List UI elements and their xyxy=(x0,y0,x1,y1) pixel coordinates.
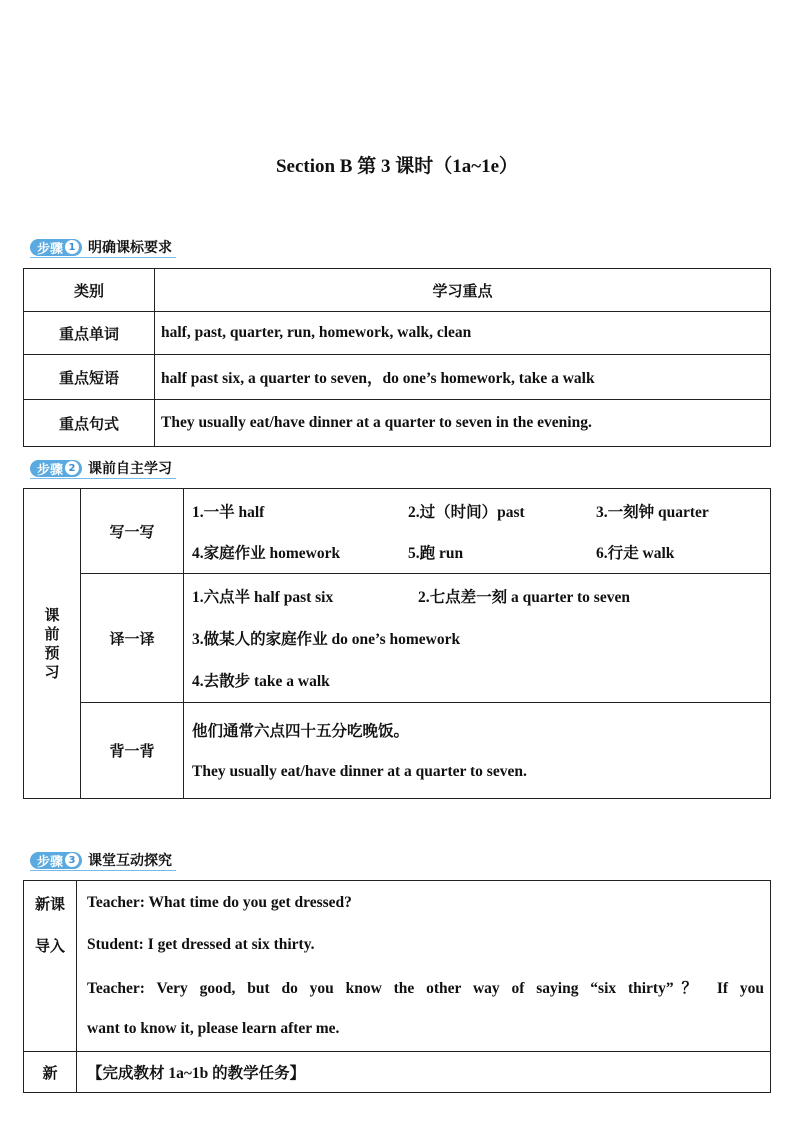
focus-header: 学习重点 xyxy=(155,269,771,312)
step-3-badge-label: 步骤 xyxy=(37,854,64,870)
curriculum-table xyxy=(23,268,771,447)
step-2-number: 2 xyxy=(65,461,79,475)
recite-item: They usually eat/have dinner at a quarter to seven. xyxy=(192,762,527,780)
dialogue-line: want to know it, please learn after me. xyxy=(87,1020,340,1037)
translate-item: 4.去散步 take a walk xyxy=(192,673,330,690)
step-2-badge-label: 步骤 xyxy=(37,462,64,478)
translate-item: 1.六点半 half past six xyxy=(192,589,334,606)
table-row xyxy=(24,355,771,400)
write-item: 5.跑 run xyxy=(408,544,464,562)
write-label: 写一写 xyxy=(81,489,184,574)
write-content xyxy=(184,489,771,574)
task-content: 【完成教材 1a~1b 的教学任务】 xyxy=(77,1052,771,1093)
intro-content xyxy=(77,881,771,1052)
recite-item: 他们通常六点四十五分吃晚饭。 xyxy=(192,722,410,740)
step-1-badge xyxy=(30,239,82,256)
preview-side-label xyxy=(24,489,81,799)
write-item: 3.一刻钟 quarter xyxy=(596,503,709,521)
translate-item: 3.做某人的家庭作业 do one’s homework xyxy=(192,631,461,648)
step-1-title: 明确课标要求 xyxy=(88,240,173,256)
step-3-header xyxy=(30,850,176,871)
preview-side-text: 课前预习 xyxy=(44,605,60,681)
row-key: 重点句式 xyxy=(24,400,155,447)
step-1-badge-label: 步骤 xyxy=(37,241,64,257)
translate-item: 2.七点差一刻 a quarter to seven xyxy=(418,589,630,606)
intro-side-line-2: 导入 xyxy=(34,936,65,955)
write-item: 4.家庭作业 homework xyxy=(192,544,341,562)
row-value: They usually eat/have dinner at a quarter to seven in the evening. xyxy=(155,400,771,447)
translate-label: 译一译 xyxy=(81,574,184,703)
step-3-badge xyxy=(30,852,82,869)
step-1-number: 1 xyxy=(65,240,79,254)
row-key: 重点单词 xyxy=(24,312,155,355)
step-1-header xyxy=(30,237,176,258)
preview-table xyxy=(23,488,771,799)
classroom-table xyxy=(23,880,771,1093)
dialogue-line: Teacher: What time do you get dressed? xyxy=(87,894,352,911)
row-value: half past six, a quarter to seven，do one’s homework, take a walk xyxy=(155,355,771,400)
row-value: half, past, quarter, run, homework, walk, clean xyxy=(155,312,771,355)
write-item: 6.行走 walk xyxy=(596,544,675,562)
new-side-label: 新 xyxy=(24,1052,77,1093)
page-title: Section B 第 3 课时（1a~1e） xyxy=(275,156,519,177)
recite-content xyxy=(184,703,771,799)
step-3-number: 3 xyxy=(65,853,79,867)
step-3-title: 课堂互动探究 xyxy=(88,853,173,869)
translate-content xyxy=(184,574,771,703)
intro-side-line-1: 新课 xyxy=(34,894,65,913)
dialogue-line: Teacher: Very good, but do you know the other way of saying “six thirty”？ If you xyxy=(87,980,764,997)
step-2-badge xyxy=(30,460,82,477)
write-item: 1.一半 half xyxy=(192,503,265,521)
intro-side-label xyxy=(24,881,77,1052)
category-header: 类别 xyxy=(24,269,155,312)
table-row xyxy=(24,400,771,447)
recite-label: 背一背 xyxy=(81,703,184,799)
table-row xyxy=(24,312,771,355)
dialogue-line: Student: I get dressed at six thirty. xyxy=(87,936,315,953)
row-key: 重点短语 xyxy=(24,355,155,400)
step-2-header xyxy=(30,458,176,479)
step-2-title: 课前自主学习 xyxy=(88,461,173,477)
write-item: 2.过（时间）past xyxy=(408,503,525,521)
